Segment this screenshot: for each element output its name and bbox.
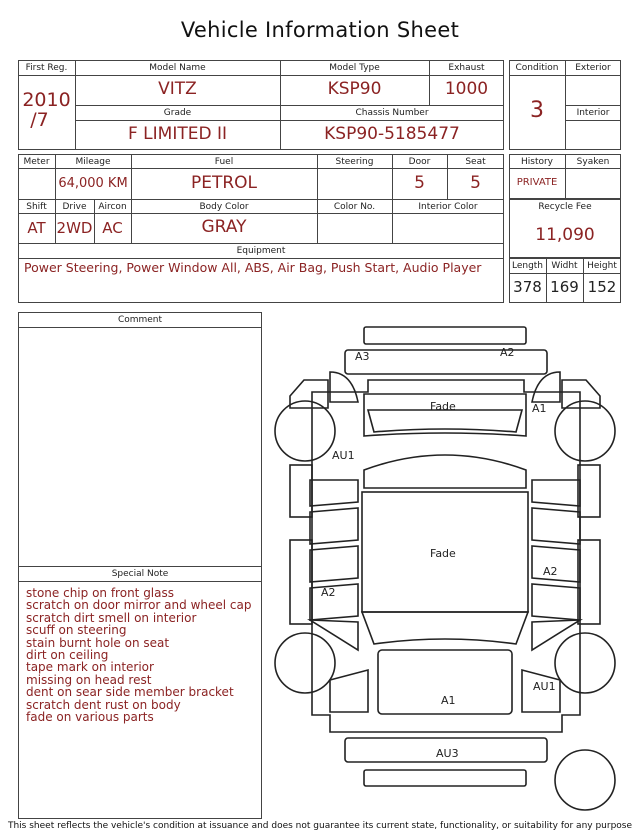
recycle-fee-value: 11,090 <box>535 225 595 245</box>
mark-left-door: A2 <box>321 586 336 599</box>
special-note-item: stone chip on front glass <box>26 586 175 600</box>
mark-right-door: A2 <box>543 565 558 578</box>
syaken-label: Syaken <box>576 157 610 167</box>
mileage-label: Mileage <box>75 157 111 167</box>
fuel-label: Fuel <box>214 157 234 167</box>
first-reg-label: First Reg. <box>25 63 68 73</box>
interior-color-label: Interior Color <box>418 202 478 212</box>
car-damage-diagram <box>270 320 630 820</box>
seat-label: Seat <box>465 157 486 167</box>
length-value: 378 <box>513 278 542 296</box>
exhaust-label: Exhaust <box>448 63 485 73</box>
special-note-item: fade on various parts <box>26 710 154 725</box>
door-value: 5 <box>414 173 425 193</box>
rear-spoiler <box>364 327 526 344</box>
equipment-value: Power Steering, Power Window All, ABS, Air Bag, Push Start, Audio Player <box>24 260 482 275</box>
mark-rear-quarter-right: A1 <box>532 402 547 415</box>
special-note-label: Special Note <box>111 569 169 579</box>
body-color-value: GRAY <box>201 217 247 237</box>
mileage-value: 64,000 KM <box>58 176 128 191</box>
mark-front-bumper: AU3 <box>436 747 459 760</box>
sheet-title: Vehicle Information Sheet <box>180 18 460 42</box>
special-note-item: stain burnt hole on seat <box>26 635 170 650</box>
drive-label: Drive <box>62 202 87 212</box>
special-note-item: missing on head rest <box>26 672 152 687</box>
grade-value: F LIMITED II <box>128 124 227 144</box>
chassis-number-value: KSP90-5185477 <box>324 124 460 144</box>
condition-label: Condition <box>515 63 559 73</box>
mark-front-fender-right: AU1 <box>533 680 556 693</box>
mark-rear-right: A2 <box>500 346 515 359</box>
mark-rear-glass: Fade <box>430 400 456 413</box>
front-right-wheel <box>555 633 615 693</box>
steering-label: Steering <box>335 157 374 167</box>
height-value: 152 <box>587 278 617 296</box>
width-value: 169 <box>550 278 579 296</box>
meter-label: Meter <box>23 157 50 167</box>
length-label: Length <box>511 261 544 271</box>
special-note-item: scratch dent rust on body <box>26 697 181 712</box>
color-no-label: Color No. <box>333 202 376 212</box>
spare-wheel <box>555 750 615 810</box>
condition-value: 3 <box>530 98 544 123</box>
model-name-label: Model Name <box>149 63 206 73</box>
history-label: History <box>520 157 554 167</box>
body-color-label: Body Color <box>199 202 249 212</box>
special-note-item: scratch dirt smell on interior <box>26 610 197 625</box>
rear-right-wheel <box>555 401 615 461</box>
model-type-label: Model Type <box>329 63 380 73</box>
special-note-item: scratch on door mirror and wheel cap <box>26 598 252 613</box>
comment-label: Comment <box>117 315 163 325</box>
interior-label: Interior <box>576 108 610 118</box>
recycle-fee-label: Recycle Fee <box>538 202 592 212</box>
shift-value: AT <box>27 219 46 237</box>
special-note-item: scuff on steering <box>26 623 127 638</box>
door-label: Door <box>408 157 431 167</box>
first-reg-year: 2010 <box>22 89 71 111</box>
rear-bumper <box>345 350 547 374</box>
mark-roof: Fade <box>430 547 456 560</box>
disclaimer-footer: This sheet reflects the vehicle's condition at issuance and does not guarantee its current state, functionality, or suitability for any purpose <box>7 821 633 831</box>
drive-value: 2WD <box>56 219 93 237</box>
rear-left-wheel <box>275 401 335 461</box>
seat-value: 5 <box>470 173 481 193</box>
special-note-list <box>26 587 251 723</box>
shift-label: Shift <box>26 202 47 212</box>
front-lip <box>364 770 526 786</box>
history-value: PRIVATE <box>516 177 558 188</box>
special-note-item: tape mark on interior <box>26 660 154 675</box>
aircon-value: AC <box>102 219 123 237</box>
exhaust-value: 1000 <box>444 79 489 99</box>
exterior-label: Exterior <box>575 63 611 73</box>
first-reg-month: /7 <box>30 109 49 131</box>
mark-rear-quarter-left: AU1 <box>332 449 355 462</box>
grade-label: Grade <box>163 108 192 118</box>
equipment-label: Equipment <box>236 246 286 256</box>
height-label: Height <box>587 261 617 271</box>
width-label: Widht <box>551 261 578 271</box>
front-left-wheel <box>275 633 335 693</box>
mark-rear-left: A3 <box>355 350 370 363</box>
aircon-label: Aircon <box>98 202 127 212</box>
fuel-value: PETROL <box>190 173 258 193</box>
model-name-value: VITZ <box>158 79 197 99</box>
model-type-value: KSP90 <box>327 79 382 99</box>
mark-hood: A1 <box>441 694 456 707</box>
chassis-number-label: Chassis Number <box>355 108 429 118</box>
special-note-item: dirt on ceiling <box>26 648 109 663</box>
special-note-item: dent on sear side member bracket <box>26 685 234 700</box>
